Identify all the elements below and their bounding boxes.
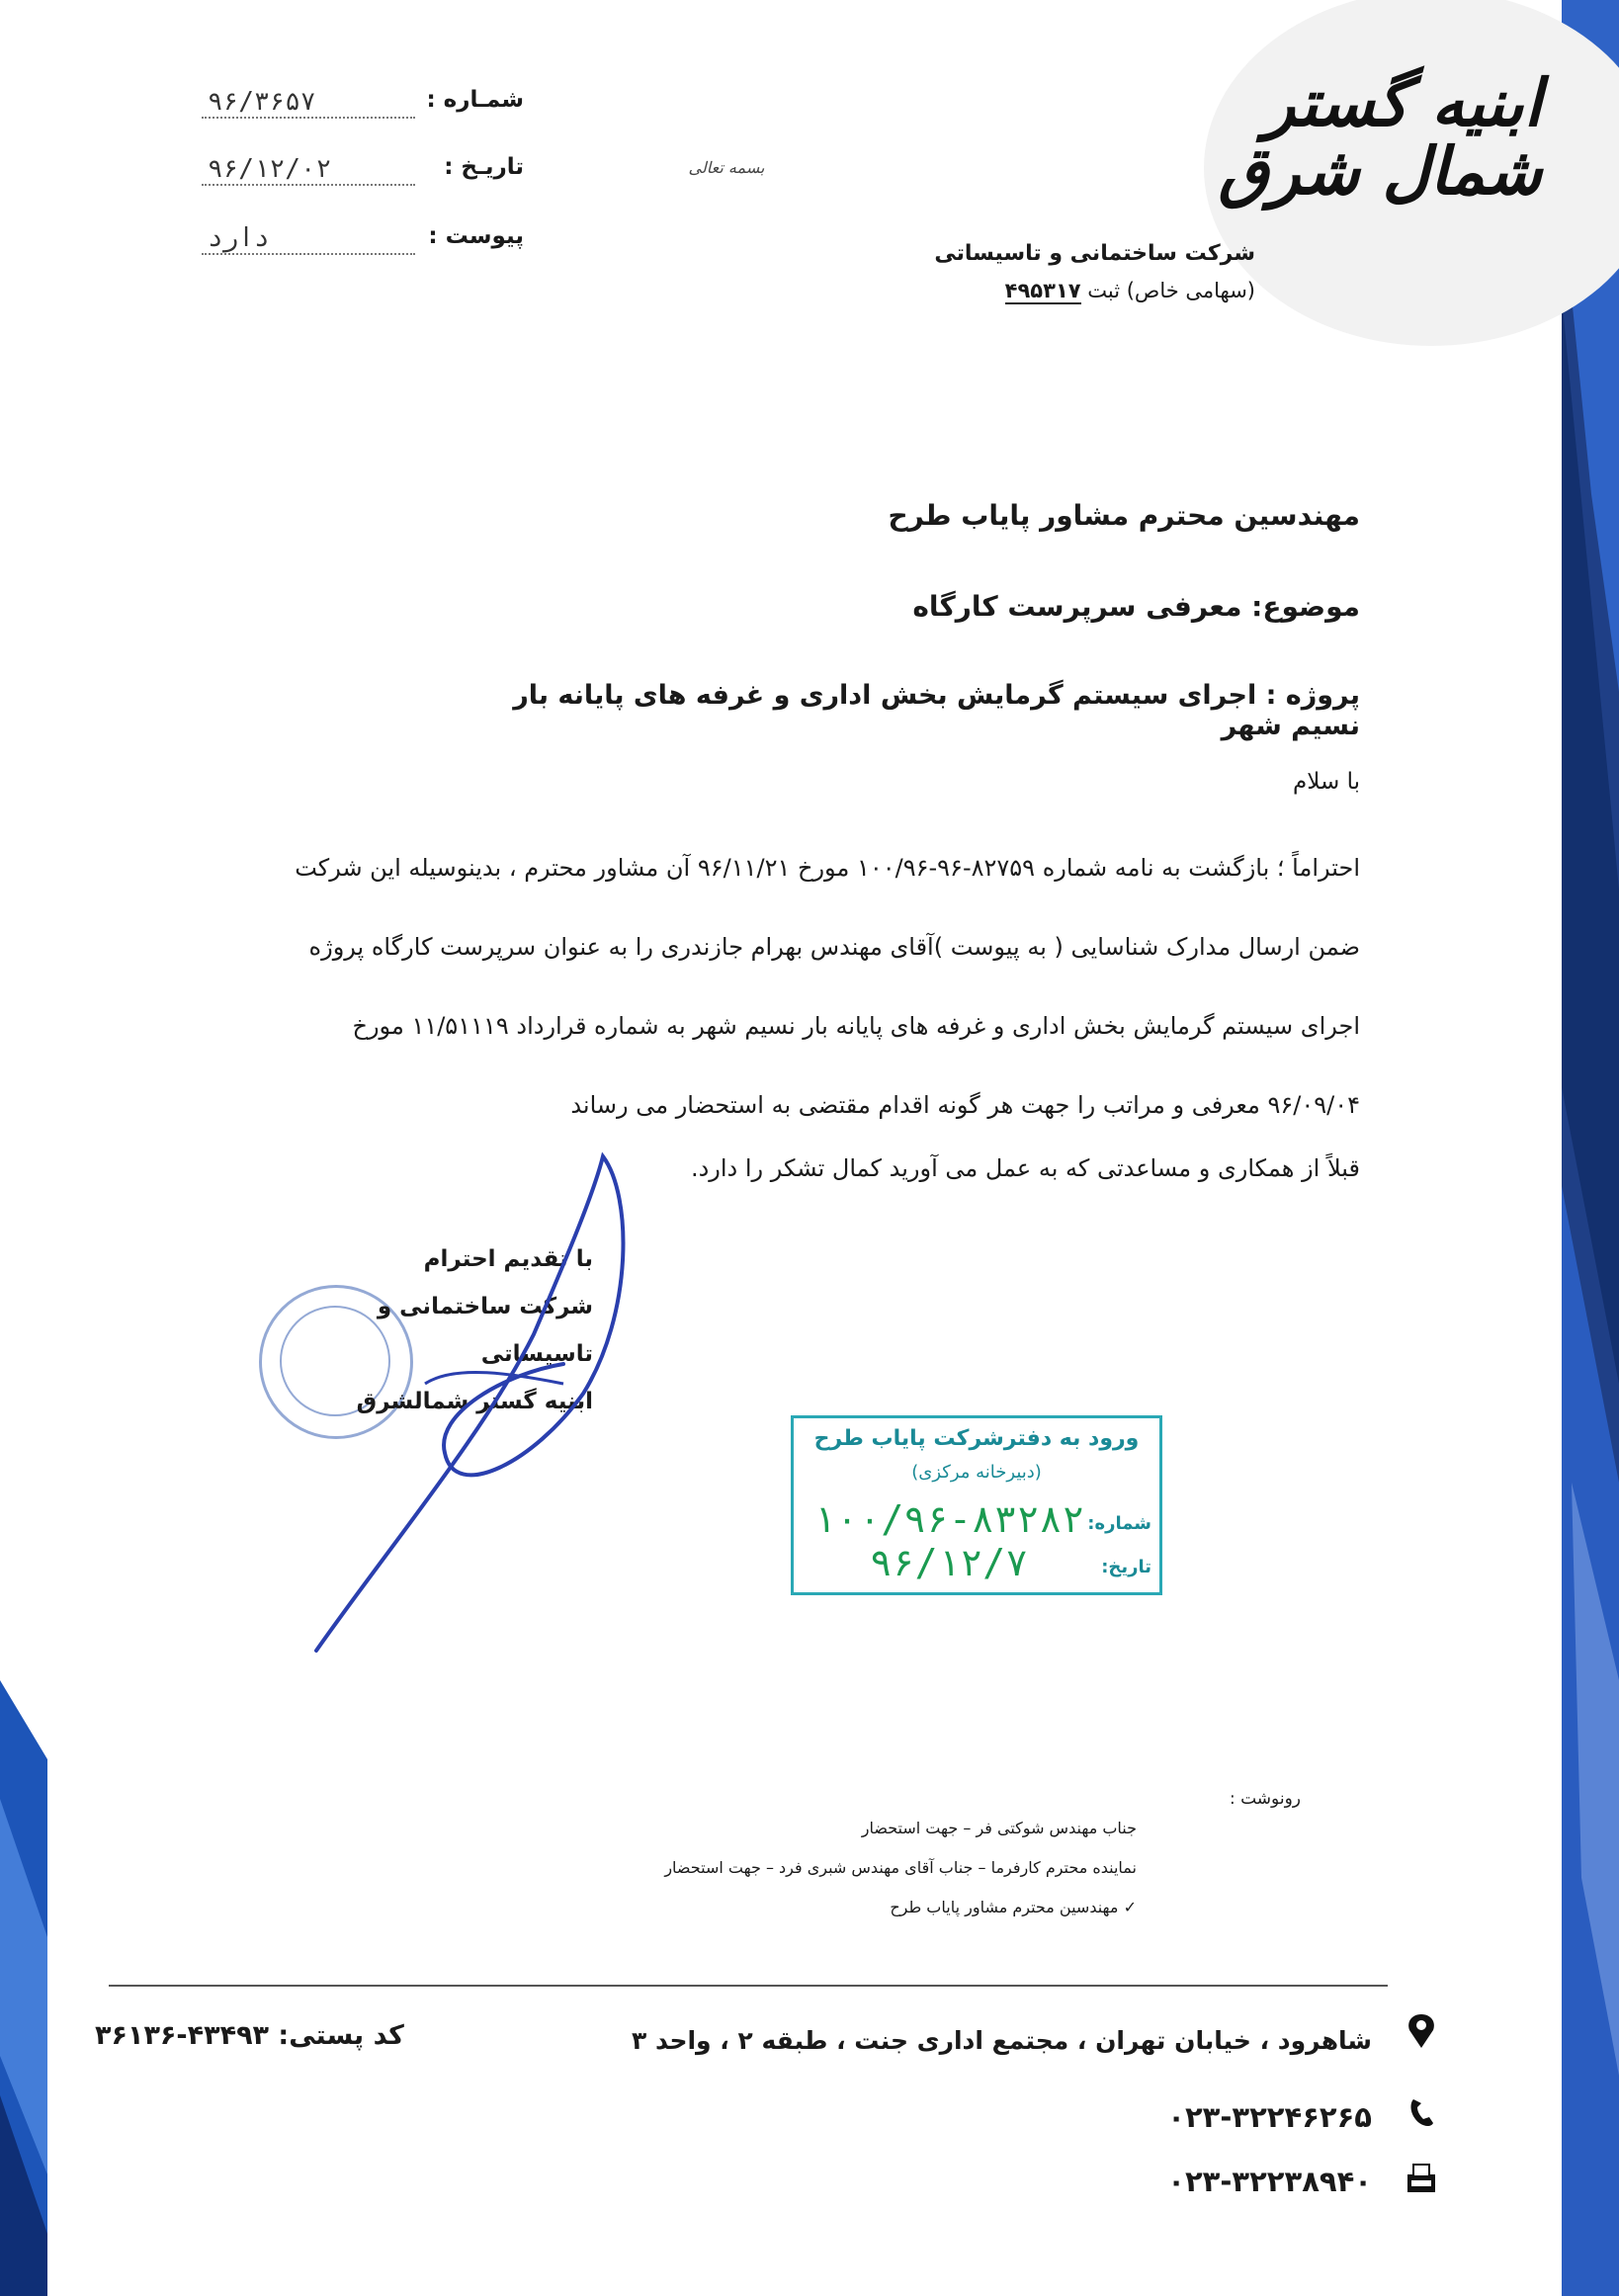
basmala: بسمه تعالی	[688, 158, 765, 177]
company-logo: ابنیه گستر شمال شرق	[1218, 64, 1542, 211]
letter-date-label: تاریـخ :	[444, 154, 524, 180]
footer-address: شاهرود ، خیابان تهران ، مجتمع اداری جنت ، طبقه ۲ ، واحد ۳	[632, 2026, 1372, 2055]
letter-number-row	[128, 87, 524, 130]
project-line: پروژه : اجرای سیستم گرمایش بخش اداری و غرفه های پایانه بار نسیم شهر	[513, 680, 1360, 741]
body-line-2: ضمن ارسال مدارک شناسایی ( به پیوست )آقای مهندس بهرام جازندری را به عنوان سرپرست کارگاه پروژه	[308, 933, 1360, 961]
closing-company-name: ابنیه گستر شمالشرق	[356, 1389, 593, 1414]
footer-phone: ۰۲۳-۳۲۲۴۶۲۶۵	[1167, 2100, 1372, 2134]
stamp-subtitle: (دبیرخانه مرکزی)	[911, 1462, 1042, 1483]
footer-fax: ۰۲۳-۳۲۲۳۸۹۴۰	[1167, 2165, 1372, 2198]
footer-postal-code: کد پستی: ۴۳۴۹۳-۳۶۱۳۶	[95, 2020, 404, 2051]
closing-company-type: شرکت ساختمانی و تاسیساتی	[377, 1294, 593, 1367]
addressee: مهندسین محترم مشاور پایاب طرح	[888, 499, 1360, 532]
closing-regards: با تقدیم احترام	[423, 1246, 593, 1272]
stamp-date-value: ۹۶/۱۲/۷	[869, 1541, 1029, 1584]
attachment-row	[128, 223, 524, 267]
stamp-date-label: تاریخ:	[1101, 1557, 1151, 1577]
right-decorative-band	[1562, 0, 1619, 2296]
greeting: با سلام	[1293, 769, 1360, 795]
stamp-title: ورود به دفترشرکت پایاب طرح	[813, 1426, 1140, 1451]
letter-date-row	[128, 154, 524, 198]
company-registration	[899, 279, 1255, 302]
copy-line-1: جناب مهندس شوکتی فر – جهت استحضار	[861, 1819, 1137, 1837]
letter-number-value: ۹۶/۳۶۵۷	[202, 87, 415, 119]
stamp-number-value: ۱۰۰/۹۶-۸۳۲۸۲	[812, 1497, 1085, 1541]
location-icon	[1402, 2012, 1441, 2052]
stamp-number-label: شماره:	[1087, 1513, 1151, 1534]
copies-title: رونوشت :	[1229, 1789, 1301, 1809]
phone-icon	[1402, 2093, 1441, 2133]
attachment-value: دارد	[202, 223, 415, 255]
copy-line-2: نماینده محترم کارفرما – جناب آقای مهندس شبری فرد – جهت استحضار	[664, 1858, 1137, 1877]
registration-number: ۴۹۵۳۱۷	[1004, 279, 1081, 302]
body-line-3: اجرای سیستم گرمایش بخش اداری و غرفه های پایانه بار نسیم شهر به شماره قرارداد ۱۱/۵۱۱۱۹ مورخ	[352, 1012, 1360, 1040]
handwritten-signature	[306, 1137, 761, 1670]
letter-number-label: شمـاره :	[426, 87, 524, 113]
letter-date-value: ۹۶/۱۲/۰۲	[202, 154, 415, 186]
subject-line: موضوع: معرفی سرپرست کارگاه	[912, 590, 1360, 623]
footer-divider	[109, 1985, 1388, 1987]
left-decorative-band	[0, 1680, 47, 2296]
registration-prefix: (سهامی خاص) ثبت	[1087, 279, 1255, 302]
received-stamp	[791, 1415, 1162, 1595]
company-name: شرکت ساختمانی و تاسیساتی	[934, 241, 1255, 266]
body-line-1: احتراماً ؛ بازگشت به نامه شماره ۸۲۷۵۹-۹۶-۱۰۰/۹۶ مورخ ۹۶/۱۱/۲۱ آن مشاور محترم ، بدینوسیله این شرکت	[295, 854, 1360, 882]
body-line-4: ۹۶/۰۹/۰۴ معرفی و مراتب را جهت هر گونه اقدام مقتضی به استحضار می رساند	[570, 1091, 1360, 1119]
copy-line-3: ✓ مهندسین محترم مشاور پایاب طرح	[890, 1898, 1137, 1916]
fax-icon	[1402, 2161, 1441, 2200]
attachment-label: پیوست :	[428, 223, 524, 249]
thanks-line: قبلاً از همکاری و مساعدتی که به عمل می آورید کمال تشکر را دارد.	[690, 1154, 1360, 1182]
